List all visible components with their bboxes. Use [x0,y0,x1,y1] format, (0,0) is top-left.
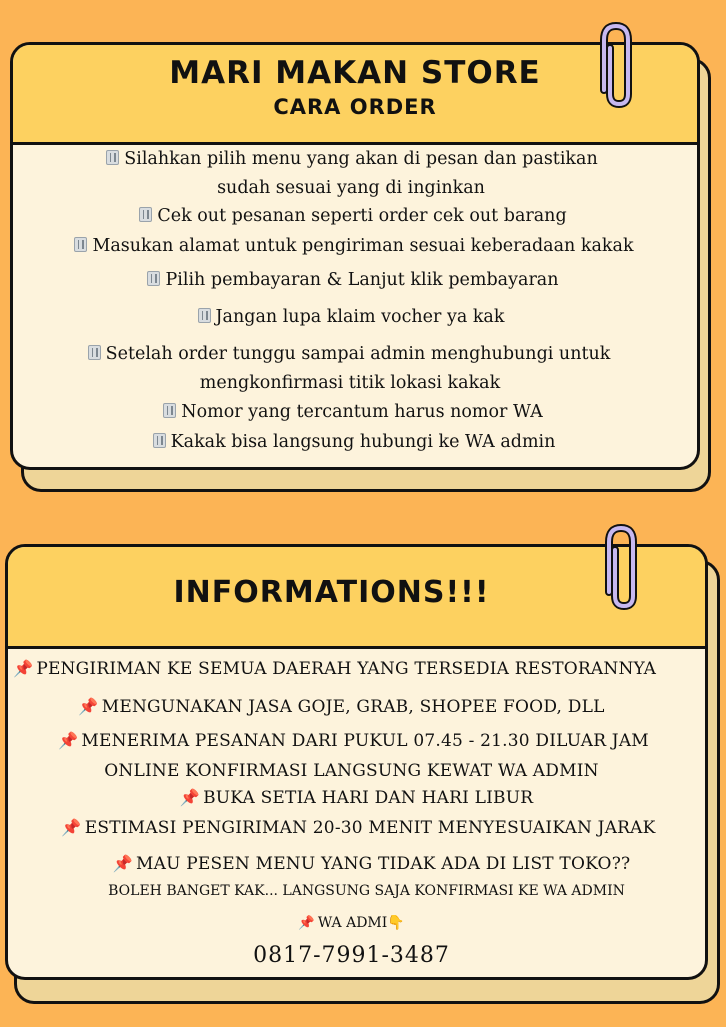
order-step: Pilih pembayaran & Lanjut klik pembayaran [10,270,697,290]
informations-title: INFORMATIONS!!! [173,575,490,610]
order-step: Cek out pesanan seperti order cek out barang [10,206,697,226]
order-step: Setelah order tunggu sampai admin menghubungi untuk [10,344,697,364]
pushpin-icon: 📌 [78,697,99,716]
info-item-continued: ONLINE KONFIRMASI LANGSUNG KEWAT WA ADMIN [104,761,599,781]
order-step: Nomor yang tercantum harus nomor WA [10,402,697,422]
order-step: Jangan lupa klaim vocher ya kak [10,307,697,327]
order-step: Masukan alamat untuk pengiriman sesuai keberadaan kakak [11,236,697,256]
store-title: MARI MAKAN STORE [169,55,541,91]
order-step: Silahkan pilih menu yang akan di pesan dan pastikan [10,149,697,169]
pushpin-icon: 📌 [179,788,201,807]
wa-admin-phone: 0817-7991-3487 [253,943,450,968]
paperclip-icon [595,520,643,612]
fork-and-knife-icon [163,403,176,418]
pushpin-icon: 📌 [58,731,79,750]
info-item: 📌 ESTIMASI PENGIRIMAN 20-30 MENIT MENYESUAIKAN JARAK [61,818,656,838]
order-subtitle: CARA ORDER [273,95,437,119]
fork-and-knife-icon [198,308,211,323]
order-step: Kakak bisa langsung hubungi ke WA admin [11,432,697,452]
info-item: 📌 MAU PESEN MENU YANG TIDAK ADA DI LIST TOKO?? [112,854,631,874]
order-step-continued: sudah sesuai yang di inginkan [217,178,485,198]
info-item: 📌 MENERIMA PESANAN DARI PUKUL 07.45 - 21.30 DILUAR JAM [58,731,649,751]
info-item: 📌 MENGUNAKAN JASA GOJE, GRAB, SHOPEE FOOD, DLL [78,697,605,717]
info-item: 📌 BUKA SETIA HARI DAN HARI LIBUR [179,788,534,808]
pointing-down-hand-icon: 👇 [387,915,405,931]
wa-admin-label: 📌 WA ADMI👇 [298,915,405,931]
pushpin-icon: 📌 [298,916,315,931]
info-item-continued: BOLEH BANGET KAK... LANGSUNG SAJA KONFIRMASI KE WA ADMIN [108,883,625,899]
info-item: 📌 PENGIRIMAN KE SEMUA DAERAH YANG TERSEDIA RESTORANNYA [13,659,657,679]
fork-and-knife-icon [74,237,87,252]
fork-and-knife-icon [88,345,101,360]
order-step-continued: mengkonfirmasi titik lokasi kakak [199,373,501,393]
pushpin-icon: 📌 [13,659,34,678]
pushpin-icon: 📌 [112,854,133,873]
fork-and-knife-icon [139,207,152,222]
fork-and-knife-icon [106,150,119,165]
paperclip-icon [590,18,638,110]
fork-and-knife-icon [153,433,166,448]
fork-and-knife-icon [147,271,160,286]
pushpin-icon: 📌 [61,818,82,837]
